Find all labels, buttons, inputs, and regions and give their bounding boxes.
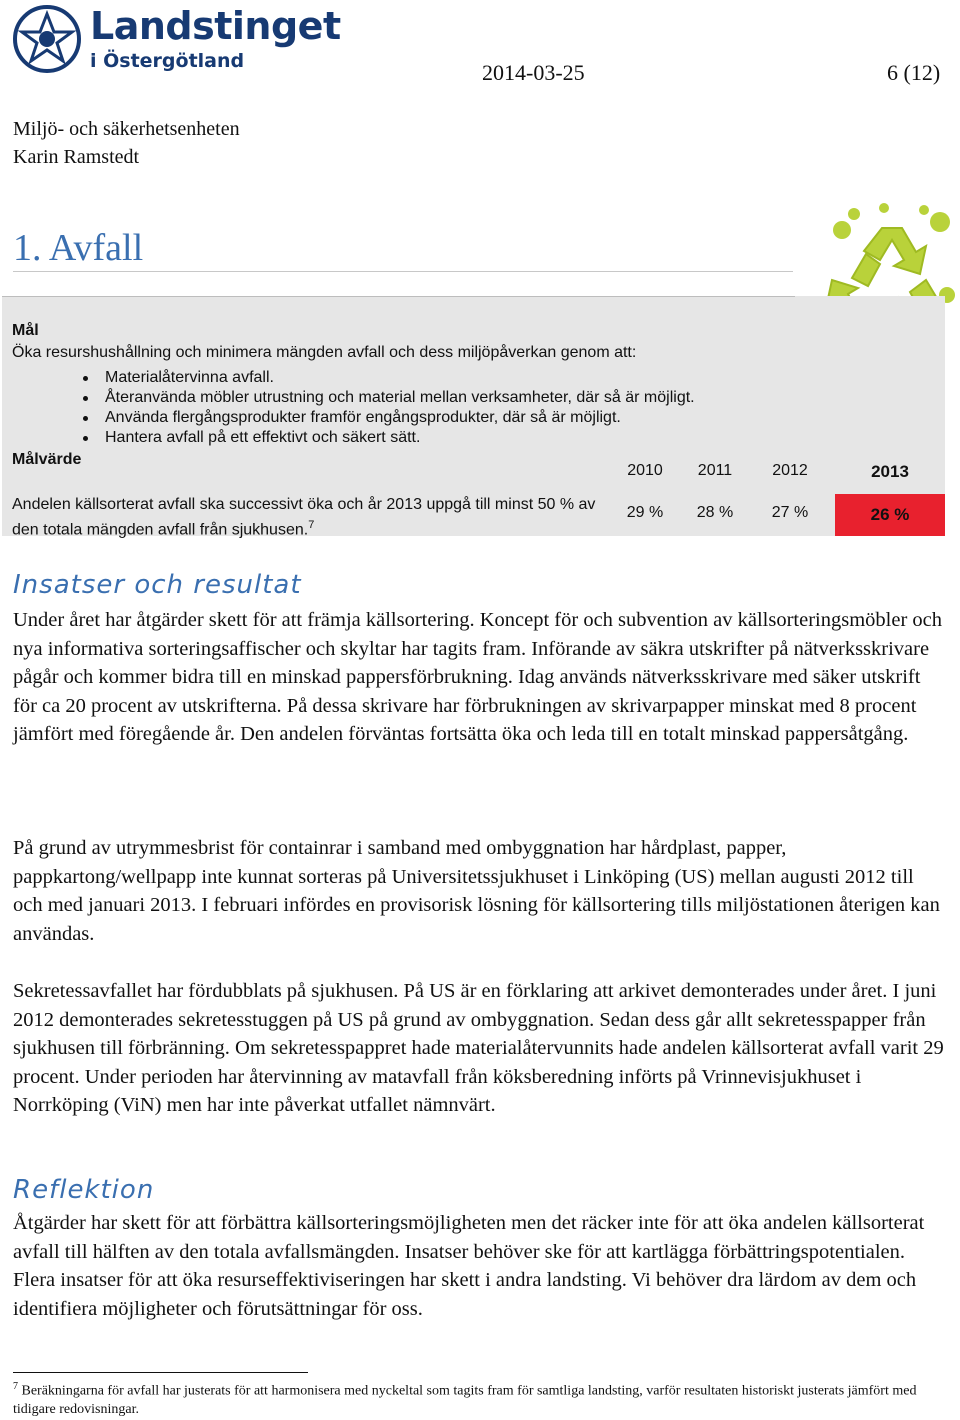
list-item: Materialåtervinna avfall. (80, 368, 695, 388)
insatser-paragraph-3: Sekretessavfallet har fördubblats på sjukhusen. På US är en förklaring att arkivet demonterades under året. I juni 2012 demonterades sekretesstuggen på US på grund av ombyggnation. Sedan dess går allt sekretesspapper från sjukhusen till förbränning. Om sekretesspappret hade materialåtervunnits hade andelen källsorterat avfall varit 29 procent. Under perioden har återvinning av matavfall från köksberedning införts på Vrinnevisjukhuset i Norrköping (ViN) men har inte påverkat utfallet nämnvärt. (13, 980, 944, 1117)
reflektion-heading: Reflektion (13, 1175, 155, 1205)
footnote-number: 7 (13, 1381, 18, 1392)
goal-list (80, 368, 695, 448)
footnote (13, 1378, 948, 1419)
year-2012: 2012 (772, 462, 808, 479)
logo-subtitle: i Östergötland (90, 50, 245, 72)
page-number: 6 (12) (887, 60, 941, 85)
logo-wordmark: Landstinget (90, 4, 341, 48)
department-name: Miljö- och säkerhetsenheten (13, 118, 240, 140)
list-item: Använda flergångsprodukter framför engångsprodukter, där så är möjligt. (80, 408, 695, 428)
document-date: 2014-03-25 (482, 60, 585, 85)
section-title: 1. Avfall (13, 227, 144, 269)
logo-emblem-icon (12, 4, 82, 74)
malvarde-heading: Målvärde (12, 451, 82, 468)
malvarde-sentence: Andelen källsorterat avfall ska successivt öka och år 2013 uppgå till minst 50 % av den totala mängden avfall från sjukhusen. (12, 496, 596, 539)
author-name: Karin Ramstedt (13, 146, 140, 168)
reflektion-paragraph: Åtgärder har skett för att förbättra källsorteringsmöjligheten men det räcker inte för att öka andelen källsorterat avfall till hälften av den totala avfallsmängden. Insatser behöver ske för att kartlägga förbättringspotentialen. Flera insatser för att öka resurseffektiviseringen har skett i andra landsting. Vi behöver dra lärdom av dem och identifiera möjligheter och förutsättningar för oss. (13, 1212, 925, 1320)
value-2013-highlight: 26 % (835, 494, 945, 536)
footnote-ref: 7 (308, 519, 315, 531)
insatser-paragraph-1: Under året har åtgärder skett för att främja källsortering. Koncept för och subvention av källsorteringsmöbler och nya informativa sorteringsaffischer och skyltar har tagits fram. Införande av säkra utskrifter på nätverksskrivare pågår och kommer bidra till en minskad pappersförbrukning. Idag används nätverksskrivare med säker utskrift för ca 20 procent av utskrifterna. På dessa skrivare har förbrukningen av skrivarpapper minskat med 8 procent jämfört med föregående år. Den andelen förväntas fortsätta öka och leda till en totalt minskad pappersåtgång. (13, 609, 943, 746)
year-2011: 2011 (697, 462, 733, 479)
value-2011: 28 % (696, 504, 734, 521)
mal-text: Öka resurshushållning och minimera mängden avfall och dess miljöpåverkan genom att: (12, 344, 637, 361)
insatser-paragraph-2: På grund av utrymmesbrist för containrar i samband med ombyggnation har hårdplast, papper, pappkartong/wellpapp inte kunnat sorteras på Universitetssjukhuset i Linköping (US) mellan augusti 2012 till och med januari 2013. I februari infördes en provisorisk lösning för källsortering tills miljöstationen återigen kan användas. (13, 837, 940, 945)
malvarde-text (12, 494, 602, 540)
value-2012: 27 % (771, 504, 809, 521)
year-2010: 2010 (627, 462, 663, 479)
goal-box-border (2, 296, 795, 297)
list-item: Återanvända möbler utrustning och material mellan verksamheter, där så är möjligt. (80, 388, 695, 408)
insatser-heading: Insatser och resultat (13, 570, 302, 600)
footnote-text: Beräkningarna för avfall har justerats för att harmonisera med nyckeltal som tagits fram för samtliga landsting, varför resultaten historiskt justerats jämfört med tidigare redovisningar. (13, 1383, 917, 1417)
value-2010: 29 % (626, 504, 664, 521)
list-item: Hantera avfall på ett effektivt och säkert sätt. (80, 428, 695, 448)
year-2013: 2013 (871, 462, 909, 481)
landstinget-logo (12, 4, 341, 76)
mal-heading: Mål (12, 322, 39, 339)
footnote-divider (13, 1372, 308, 1373)
title-divider (13, 271, 793, 272)
